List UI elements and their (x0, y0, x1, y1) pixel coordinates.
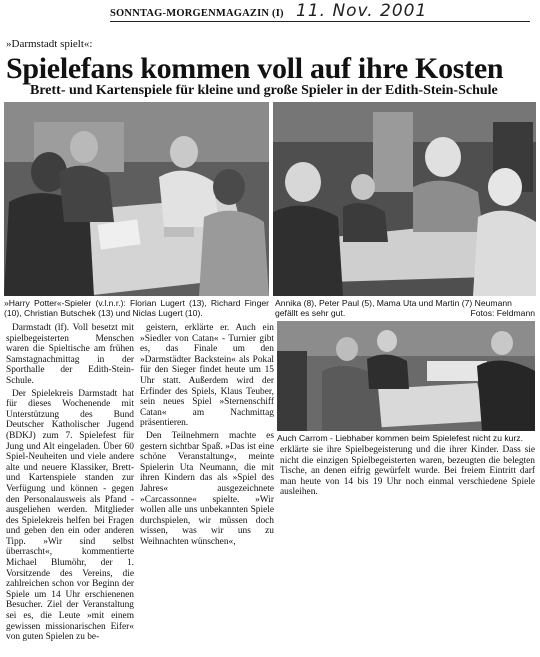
photo-carrom-players (277, 321, 535, 431)
article-headline: Spielefans kommen voll auf ihre Kosten (6, 52, 504, 85)
article-column-3 (280, 445, 535, 498)
article-paragraph: Den Teilnehmern machte es gestern sichtbar Spaß. »Das ist eine schöne Veranstaltung«, meinte Spielerin Uta Neumann, die mit ihren Kindern das als »Spiel des Jahres« ausgezeichnete »Carcassonne« spielte. »Wir wollen alle uns unbekannten Spiele durchspielen, wir müssen doch wissen, was wir uns zu Weihnachten wünschen«, (140, 430, 274, 547)
caption-photo-3: Auch Carrom - Liebhaber kommen beim Spielefest nicht zu kurz. (277, 433, 523, 443)
caption-photo-1: »Harry Potter«-Spieler (v.l.n.r.): Florian Lugert (13), Richard Finger (10), Christian Butschek (13) und Niclas Lugert (10). (4, 298, 269, 318)
newspaper-masthead: SONNTAG-MORGENMAGAZIN (I) (110, 8, 284, 19)
article-paragraph: geistern, erklärte er. Auch ein »Siedler von Catan« - Turnier gibt es, das Finale um den »Darmstädter Backstein« als Pokal für den Sieger findet heute um 15 Uhr statt. Außerdem wird der Erfinder des Spiels, Klaus Teuber, sein neues Spiel »Sternenschiff Catan« am Nachmittag präsentieren. (140, 323, 274, 429)
caption-photo-2-text: Annika (8), Peter Paul (5), Mama Uta und Martin (7) Neumann gefällt es sehr gut. (275, 298, 512, 318)
caption-photo-2 (275, 298, 535, 318)
photo-neumann-family (273, 102, 536, 296)
article-paragraph: Darmstadt (lf). Voll besetzt mit spielbegeisterten Menschen waren die Spieltische am frühen Samstagnachmittag in der Sporthalle der Edith-Stein-Schule. (6, 323, 134, 386)
photo-harry-potter-players (4, 102, 269, 296)
article-column-2 (140, 323, 274, 547)
article-column-1 (6, 323, 134, 643)
article-kicker: »Darmstadt spielt«: (6, 38, 93, 50)
article-subheadline: Brett- und Kartenspiele für kleine und große Spieler in der Edith-Stein-Schule (30, 83, 498, 98)
article-paragraph: Der Spielekreis Darmstadt hat für dieses Wochenende mit Unterstützung des Bund Deutscher Katholischer Jugend (BDKJ) zum 7. Spielefest für Jung und Alt eingeladen. Über 60 Spiel-Neuheiten und viele andere alte und neuere Klassiker, Brett- und Kartenspiele standen zur Verfügung und können - gegen den Personalausweis als Pfand - ausgeliehen werden. Mitglieder des Spielekreis helfen bei Fragen und geben den ein oder anderen Tipp. »Wir sind selbst überrascht«, kommentierte Michael Blumöhr, der 1. Vorsitzende des Vereins, die zahlreichen schon vor Beginn der Spiele um 14 Uhr erschienenen Besucher. Ziel der Veranstaltung sei es, die Leute »mit einem gewissen missionarischen Eifer« von guten Spielen zu be- (6, 388, 134, 643)
masthead-rule (110, 21, 530, 22)
photo-credit: Fotos: Feldmann (470, 308, 535, 318)
handwritten-date: 11. Nov. 2001 (296, 1, 428, 21)
article-paragraph: erklärte sie ihre Spielbegeisterung und die ihrer Kinder. Dass sie nicht die einzigen Spielbegeisterten waren, bezeugten die belegten Tische, an denen eifrig gewürfelt wurde. Bei freiem Eintritt darf man heute von 14 bis 19 Uhr noch einmal verschiedene Spiele ausleihen. (280, 445, 535, 498)
